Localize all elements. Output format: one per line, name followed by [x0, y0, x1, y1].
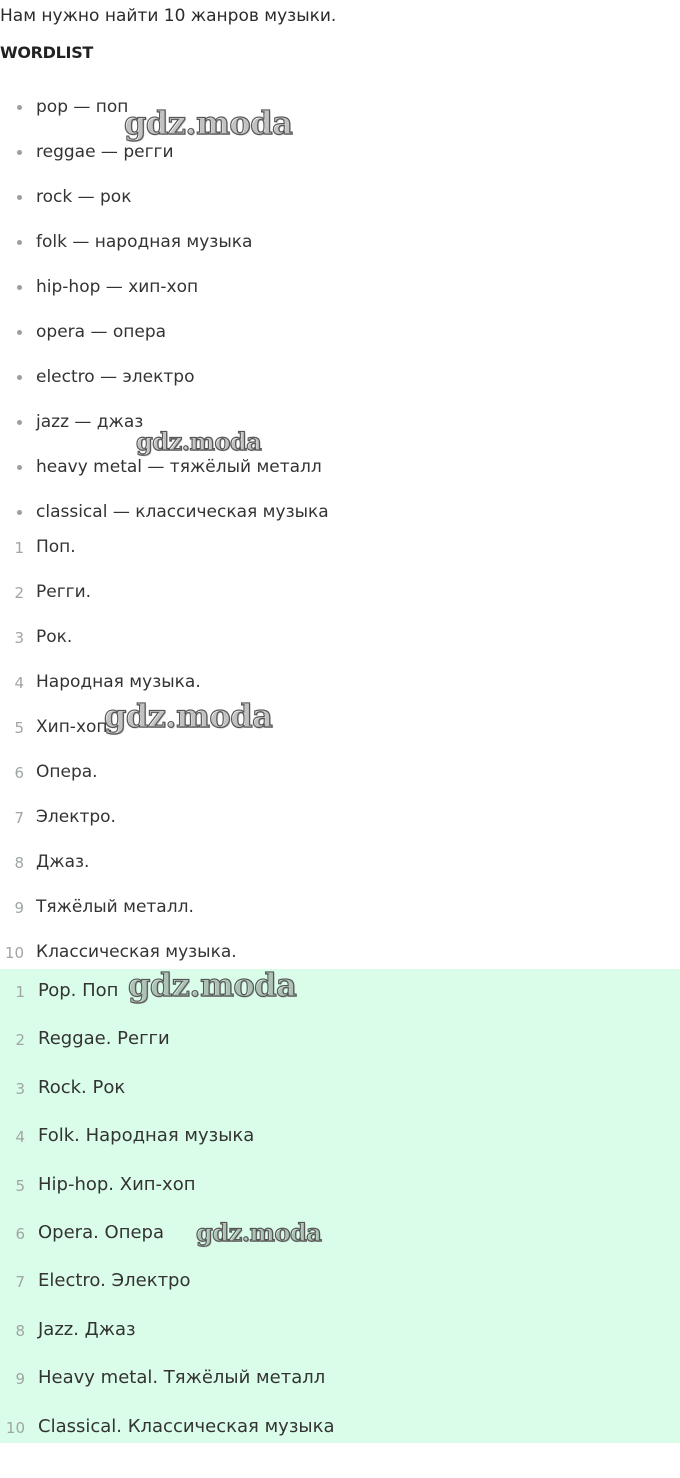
item-number: 9	[14, 899, 24, 917]
bullet-icon	[17, 465, 22, 470]
translation-block	[0, 969, 680, 1443]
translation-text: Heavy metal. Тяжёлый металл	[38, 1367, 326, 1389]
translation-item	[0, 1407, 680, 1455]
bullet-icon	[17, 330, 22, 335]
list-item	[0, 90, 680, 135]
bullet-icon	[17, 420, 22, 425]
list-item	[0, 405, 680, 450]
translation-text: Classical. Классическая музыка	[38, 1415, 335, 1437]
answer-text: Хип-хоп.	[36, 717, 113, 737]
wordlist-item-text: classical — классическая музыка	[36, 502, 329, 522]
answer-text: Рок.	[36, 627, 73, 647]
watermark: gdz.moda	[104, 697, 273, 735]
answer-text: Регги.	[36, 582, 92, 602]
item-number: 4	[15, 1128, 25, 1147]
translation-item	[0, 1116, 680, 1164]
wordlist-item-text: rock — рок	[36, 187, 132, 207]
answer-item	[0, 575, 680, 620]
answer-item	[0, 665, 680, 710]
answer-text: Электро.	[36, 807, 116, 827]
answer-text: Джаз.	[36, 852, 90, 872]
translation-item	[0, 1358, 680, 1406]
list-item	[0, 180, 680, 225]
wordlist-item-text: electro — электро	[36, 367, 195, 387]
translation-item	[0, 971, 680, 1019]
item-number: 4	[14, 674, 24, 692]
bullet-icon	[17, 195, 22, 200]
item-number: 1	[14, 539, 24, 557]
translation-item	[0, 1165, 680, 1213]
translation-text: Hip-hop. Хип-хоп	[38, 1173, 196, 1195]
bullet-icon	[17, 510, 22, 515]
answer-text: Классическая музыка.	[36, 942, 237, 962]
item-number: 9	[15, 1370, 25, 1389]
item-number: 5	[14, 719, 24, 737]
translation-text: Rock. Рок	[38, 1076, 126, 1098]
wordlist-item-text: reggae — регги	[36, 142, 174, 162]
list-item	[0, 225, 680, 270]
item-number: 7	[15, 1273, 25, 1292]
wordlist-item-text: jazz — джаз	[36, 412, 144, 432]
list-item	[0, 270, 680, 315]
wordlist-item-text: hip-hop — хип-хоп	[36, 277, 199, 297]
item-number: 3	[15, 1079, 25, 1098]
wordlist-heading: WORDLIST	[0, 43, 94, 62]
item-number: 5	[15, 1176, 25, 1195]
wordlist-item-text: folk — народная музыка	[36, 232, 253, 252]
wordlist	[0, 90, 680, 540]
translation-text: Pop. Поп	[38, 980, 119, 1001]
answer-text: Опера.	[36, 762, 98, 782]
translation-item	[0, 1019, 680, 1067]
translations-list	[0, 971, 680, 1455]
answer-item	[0, 800, 680, 845]
intro-text: Нам нужно найти 10 жанров музыки.	[0, 6, 337, 26]
translation-item	[0, 1310, 680, 1358]
wordlist-item-text: pop — поп	[36, 97, 129, 117]
translation-text: Electro. Электро	[38, 1270, 191, 1292]
translation-item	[0, 1068, 680, 1116]
wordlist-item-text: heavy metal — тяжёлый металл	[36, 457, 322, 477]
translation-text: Folk. Народная музыка	[38, 1125, 255, 1147]
item-number: 7	[14, 809, 24, 827]
translation-item	[0, 1261, 680, 1309]
translation-text: Opera. Опера	[38, 1221, 165, 1243]
answer-item	[0, 890, 680, 935]
list-item	[0, 360, 680, 405]
answer-item	[0, 620, 680, 665]
answer-text: Поп.	[36, 537, 76, 557]
watermark: gdz.moda	[124, 104, 293, 142]
answer-item	[0, 530, 680, 575]
bullet-icon	[17, 375, 22, 380]
wordlist-item-text: opera — опера	[36, 322, 167, 342]
bullet-icon	[17, 285, 22, 290]
translation-text: Reggae. Регги	[38, 1028, 170, 1050]
translation-text: Jazz. Джаз	[38, 1318, 136, 1340]
item-number: 1	[15, 983, 25, 1001]
answers-list	[0, 530, 680, 980]
item-number: 6	[15, 1224, 25, 1243]
answer-item	[0, 755, 680, 800]
translation-item	[0, 1213, 680, 1261]
answer-item	[0, 845, 680, 890]
item-number: 2	[15, 1031, 25, 1050]
bullet-icon	[17, 150, 22, 155]
list-item	[0, 315, 680, 360]
item-number: 10	[5, 1418, 25, 1437]
bullet-icon	[17, 105, 22, 110]
answer-item	[0, 710, 680, 755]
answer-text: Тяжёлый металл.	[36, 897, 194, 917]
item-number: 2	[14, 584, 24, 602]
watermark: gdz.moda	[136, 427, 262, 456]
bullet-icon	[17, 240, 22, 245]
list-item	[0, 450, 680, 495]
list-item	[0, 135, 680, 180]
item-number: 10	[4, 944, 24, 962]
item-number: 8	[15, 1321, 25, 1340]
item-number: 3	[14, 629, 24, 647]
item-number: 6	[14, 764, 24, 782]
answer-text: Народная музыка.	[36, 672, 201, 692]
item-number: 8	[14, 854, 24, 872]
